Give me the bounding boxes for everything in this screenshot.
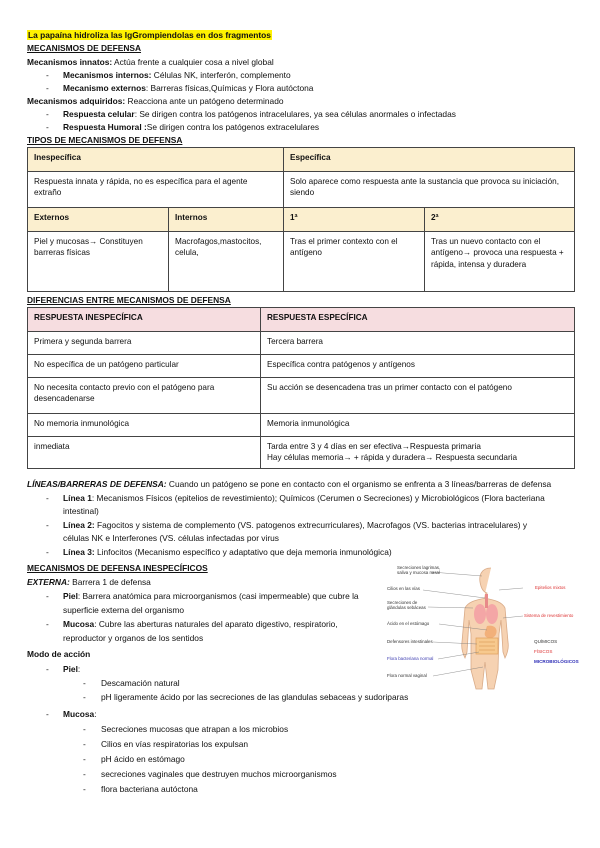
figure-label: Secreciones lagrimas, saliva y mucosa nasal xyxy=(397,565,441,576)
table-cell: Su acción se desencadena tras un primer contacto con el patógeno xyxy=(261,378,575,414)
figure-label: Flora bacteriana normal xyxy=(387,656,434,661)
list-item: Descamación natural xyxy=(101,678,180,688)
figure-label: FÍSICOS xyxy=(534,649,553,654)
figure-label: Cilios en las vías xyxy=(387,586,420,591)
header-inespecifica: Inespecífica xyxy=(28,148,284,172)
section-heading-diferencias: DIFERENCIAS ENTRE MECANISMOS DE DEFENSA xyxy=(27,295,231,305)
section-heading-mecanismos: MECANISMOS DE DEFENSA xyxy=(27,43,142,53)
list-item: - xyxy=(83,724,86,734)
list-item: Respuesta Humoral :Se dirigen contra los patógenos extracelulares xyxy=(63,122,320,132)
list-item: - xyxy=(46,70,49,80)
body-defense-figure xyxy=(383,562,578,690)
table-cell: No específica de un patógeno particular xyxy=(28,355,261,378)
list-item: pH ácido en estómago xyxy=(101,754,185,764)
table-cell: Memoria inmunológica xyxy=(261,414,575,437)
list-item: - xyxy=(46,109,49,119)
acquired-line: Mecanismos adquiridos: Reacciona ante un patógeno determinado xyxy=(27,96,284,106)
list-item-cont: reproductor y organos de los sentidos xyxy=(63,633,204,643)
figure-label: Ácido en el estómago xyxy=(387,621,430,626)
list-item: Secreciones mucosas que atrapan a los microbios xyxy=(101,724,289,734)
header-segunda: 2ª xyxy=(425,208,575,232)
list-item: - xyxy=(46,83,49,93)
trachea xyxy=(485,594,488,608)
table-row xyxy=(28,378,575,414)
list-item: Cilios en vías respiratorias los expulsan xyxy=(101,739,249,749)
table-cell: Primera y segunda barrera xyxy=(28,332,261,355)
list-item: - xyxy=(83,739,86,749)
cell-primera: Tras el primer contexto con el antígeno xyxy=(284,232,425,292)
list-item: - xyxy=(46,591,49,601)
body-silhouette xyxy=(462,568,509,689)
page-title: La papaína hidroliza las IgGrompiendolas en dos fragmentos xyxy=(28,30,271,40)
table-cell: inmediata xyxy=(28,437,261,469)
list-item: Respuesta celular: Se dirigen contra los patógenos intracelulares, ya sea células anormales o infectadas xyxy=(63,109,456,119)
tipos-table xyxy=(27,147,575,292)
header-externos: Externos xyxy=(28,208,169,232)
list-item: Piel: xyxy=(63,664,81,674)
list-item: Mecanismo externos: Barreras físicas,Químicas y Flora autóctona xyxy=(63,83,314,93)
figure-label: MICROBIOLÓGICOS xyxy=(534,659,579,664)
list-item: - xyxy=(83,769,86,779)
list-item: - xyxy=(83,678,86,688)
table-cell: No necesita contacto previo con el patógeno para desencadenarse xyxy=(28,378,261,414)
list-item: - xyxy=(83,784,86,794)
list-item: - xyxy=(46,619,49,629)
list-item: - xyxy=(46,547,49,557)
table-row xyxy=(28,437,575,469)
left-lung xyxy=(474,604,486,624)
table-cell: Específica contra patógenos y antígenos xyxy=(261,355,575,378)
externa-line: EXTERNA: Barrera 1 de defensa xyxy=(27,577,151,587)
list-item: Línea 2: Fagocitos y sistema de complemento (VS. patogenos extrecurriculares), Macrofagos (VS. bacterias intracelulares) y xyxy=(63,520,528,530)
cell-segunda: Tras un nuevo contacto con el antígeno→ provoca una respuesta + rápida, intensa y duradera xyxy=(425,232,575,292)
list-item: - xyxy=(83,692,86,702)
list-item-cont: superficie externa del organismo xyxy=(63,605,185,615)
list-item: - xyxy=(46,664,49,674)
list-item: Mecanismos internos: Células NK, interferón, complemento xyxy=(63,70,291,80)
modo-heading: Modo de acción xyxy=(27,649,91,659)
cell-especifica: Solo aparece como respuesta ante la sustancia que provoca su iniciación, siendo xyxy=(284,172,575,208)
list-item: pH ligeramente ácido por las secreciones de las glandulas sebaceas y sudoriparas xyxy=(101,692,409,702)
list-item: Mucosa: Cubre las aberturas naturales del aparato digestivo, respiratorio, xyxy=(63,619,338,629)
figure-label: Secreciones de glándulas sebáceas xyxy=(387,600,426,611)
list-item: Línea 1: Mecanismos Físicos (epitelios de revestimiento); Químicos (Cerumen o Secreciones) y Microbiológicos (Flora bacteriana xyxy=(63,493,545,503)
table-cell: Tarda entre 3 y 4 días en ser efectiva→Respuesta primaria Hay células memoria→ + rápida y duradera→ Respuesta secundaria xyxy=(261,437,575,469)
header-inespecifica: RESPUESTA INESPECÍFICA xyxy=(28,308,261,332)
cell-externos: Piel y mucosas→ Constituyen barreras físicas xyxy=(28,232,169,292)
header-especifica: RESPUESTA ESPECÍFICA xyxy=(261,308,575,332)
list-item: secreciones vaginales que destruyen muchos microorganismos xyxy=(101,769,337,779)
list-item: Mucosa: xyxy=(63,709,97,719)
list-item: Línea 3: Linfocitos (Mecanismo específico y adaptativo que deja memoria inmunológica) xyxy=(63,547,392,557)
header-primera: 1ª xyxy=(284,208,425,232)
table-cell: Tercera barrera xyxy=(261,332,575,355)
list-item-cont: intestinal) xyxy=(63,506,99,516)
list-item: - xyxy=(83,754,86,764)
cell-inespecifica: Respuesta innata y rápida, no es específica para el agente extraño xyxy=(28,172,284,208)
list-item: flora bacteriana autóctona xyxy=(101,784,198,794)
innate-line: Mecanismos innatos: Actúa frente a cualquier cosa a nivel global xyxy=(27,57,274,67)
figure-label: Sistema de revestimiento xyxy=(524,613,574,618)
list-item: - xyxy=(46,122,49,132)
figure-label: Flora normal vaginal xyxy=(387,673,427,678)
table-cell: No memoria inmunológica xyxy=(28,414,261,437)
section-heading-inespecificos: MECANISMOS DE DEFENSA INESPECÍFICOS xyxy=(27,563,208,573)
list-item-cont: células NK e Interferones (VS. células infectadas por virus xyxy=(63,533,279,543)
header-internos: Internos xyxy=(169,208,284,232)
figure-label: Epitelios mixtos xyxy=(535,585,566,590)
diferencias-table xyxy=(27,307,575,469)
figure-label: QUÍMICOS xyxy=(534,639,558,644)
figure-label: Defensores intestinales xyxy=(387,639,433,644)
table-row xyxy=(28,332,575,355)
list-item: - xyxy=(46,493,49,503)
header-especifica: Específica xyxy=(284,148,575,172)
lineas-intro: LÍNEAS/BARRERAS DE DEFENSA: Cuando un patógeno se pone en contacto con el organismo se enfrenta a 3 líneas/barreras de defensa xyxy=(27,479,552,489)
cell-internos: Macrofagos,mastocitos, celula, xyxy=(169,232,284,292)
section-heading-tipos: TIPOS DE MECANISMOS DE DEFENSA xyxy=(27,135,183,145)
table-row xyxy=(28,414,575,437)
list-item: Piel: Barrera anatómica para microorganismos (casi impermeable) que cubre la xyxy=(63,591,359,601)
table-row xyxy=(28,355,575,378)
list-item: - xyxy=(46,709,49,719)
list-item: - xyxy=(46,520,49,530)
